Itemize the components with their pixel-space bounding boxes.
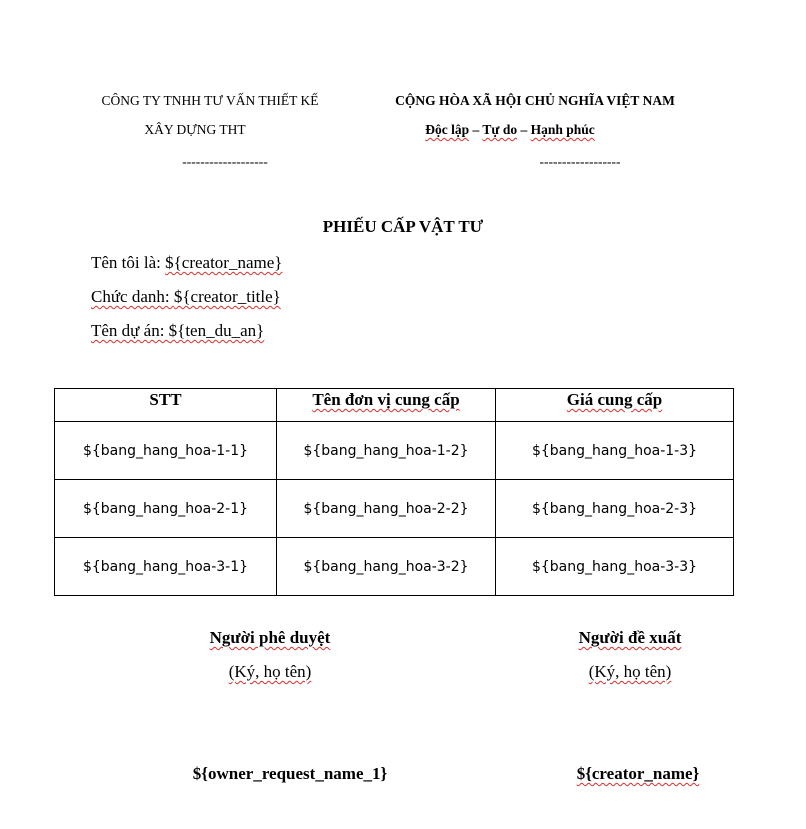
field-creator-name [91,253,282,273]
field-creator-title [91,287,281,307]
project-name-value: ${ten_du_an} [168,321,265,340]
document-title: PHIẾU CẤP VẬT TƯ [322,217,484,236]
company-name-line1: CÔNG TY TNHH TƯ VẤN THIẾT KẾ [101,93,319,108]
republic-divider: ------------------ [539,154,621,169]
creator-title-value: ${creator_title} [173,287,281,306]
proposer-note-text: (Ký, họ tên) [588,662,672,681]
proposer-name: ${creator_name} [576,764,700,783]
approver-label: Người phê duyệt [209,628,331,647]
table-cell: ${bang_hang_hoa-2-1} [55,480,277,538]
motto-happiness: Hạnh phúc [530,122,595,137]
motto-independence: Độc lập [425,122,470,137]
approver-note [170,662,370,682]
table-cell: ${bang_hang_hoa-1-1} [55,422,277,480]
table-cell: ${bang_hang_hoa-2-2} [277,480,496,538]
table-cell: ${bang_hang_hoa-3-3} [496,538,734,596]
table-cell: ${bang_hang_hoa-3-2} [277,538,496,596]
project-name-label: Tên dự án: [91,321,169,340]
company-name-line2: XÂY DỰNG THT [144,122,246,137]
motto [360,122,660,138]
table-cell: ${bang_hang_hoa-1-3} [496,422,734,480]
header-price: Giá cung cấp [496,389,734,422]
creator-name-value: ${creator_name} [165,253,283,272]
table-cell: ${bang_hang_hoa-3-1} [55,538,277,596]
table-cell: ${bang_hang_hoa-1-2} [277,422,496,480]
header-stt: STT [55,389,277,422]
field-project-name [91,321,264,341]
company-divider: ------------------- [182,154,268,169]
table-row [55,480,734,538]
table-header-row [55,389,734,422]
table-row [55,538,734,596]
table-cell: ${bang_hang_hoa-2-3} [496,480,734,538]
proposer-label: Người đề xuất [578,628,682,647]
approver-note-text: (Ký, họ tên) [228,662,312,681]
header-supplier: Tên đơn vị cung cấp [277,389,496,422]
creator-title-label: Chức danh: [91,287,174,306]
motto-separator-2: – [517,122,531,137]
creator-name-label: Tên tôi là: [91,253,166,272]
table-row [55,422,734,480]
republic-title: CỘNG HÒA XÃ HỘI CHỦ NGHĨA VIỆT NAM [395,93,675,108]
supply-table [54,388,734,596]
approver-name: ${owner_request_name_1} [192,764,388,783]
proposer-note [530,662,730,682]
motto-separator-1: – [469,122,483,137]
motto-freedom: Tự do [482,122,518,137]
